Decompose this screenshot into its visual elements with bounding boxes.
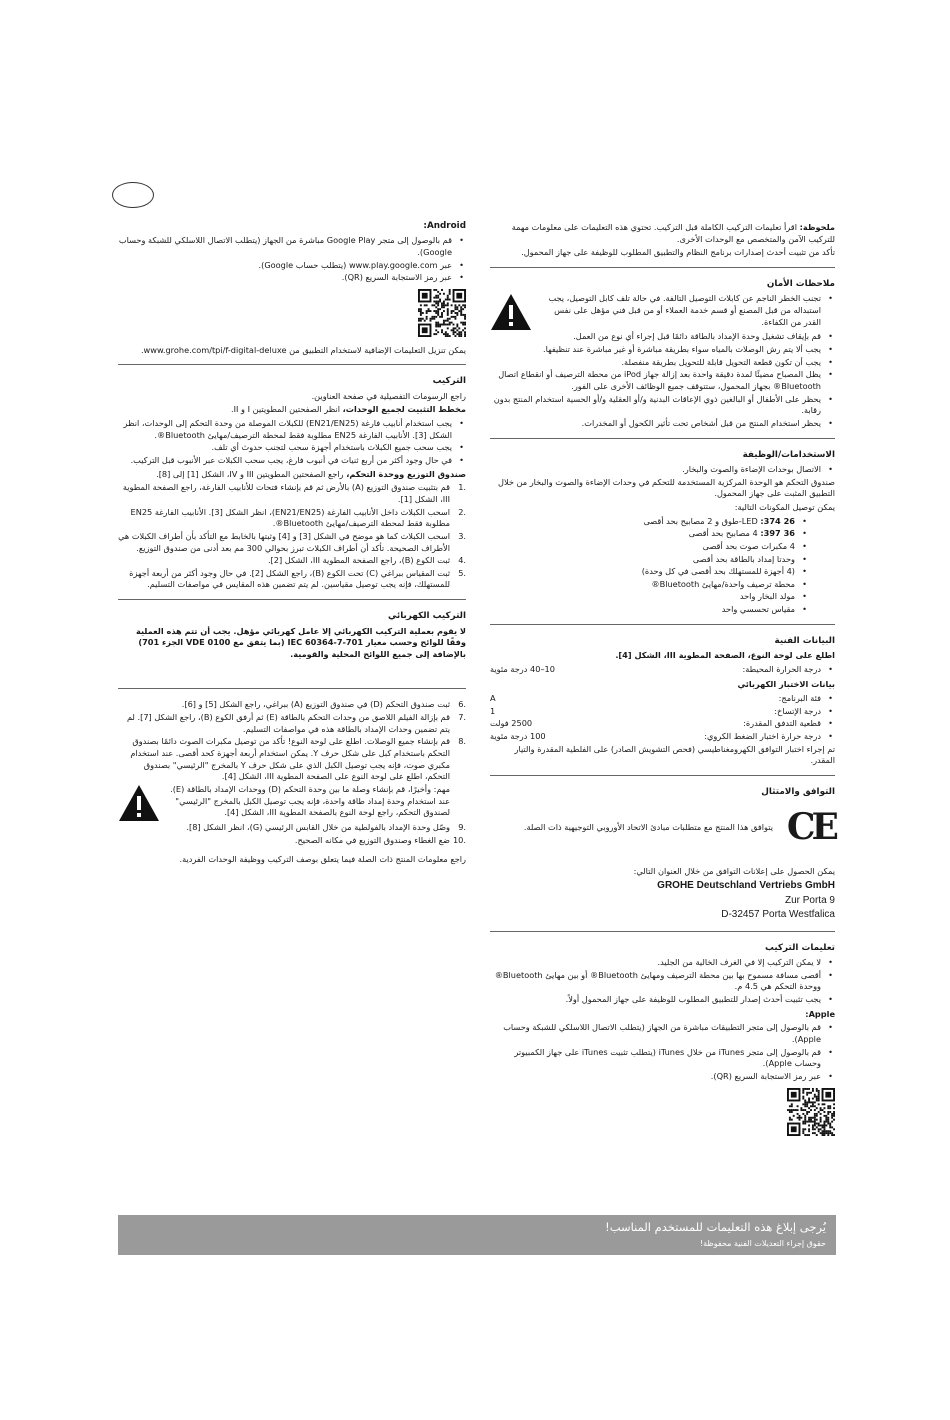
- approval-contact: يمكن الحصول على إعلانات التوافق من خلال العنوان التالي:: [633, 865, 835, 876]
- step-item: [118, 736, 466, 783]
- install-notes-title: تعليمات التركيب: [765, 942, 835, 953]
- step-item: [118, 555, 466, 567]
- elec-test-value: 2500 فولت: [490, 718, 533, 729]
- note-paragraph: ملحوظة: اقرأ تعليمات التركيب الكاملة قبل التركيب. تحتوي هذه التعليمات على معلومات مهمة للتركيب الآمن والمتخصص مع الوحدات الأخرى.: [511, 222, 835, 244]
- box-steps-list: [118, 482, 466, 591]
- cable-item: • في حال وجود أكثر من أربع ثنيات في أنبوب فارغ، يجب سحب الكبلات عبر الأنبوب قبل التركيب.: [118, 455, 452, 467]
- footer-line-1: يُرجى إبلاغ هذه التعليمات للمستخدم المناسب!: [605, 1220, 826, 1234]
- safety-warning-box: [490, 293, 835, 331]
- divider: [490, 267, 835, 268]
- component-item: [490, 604, 795, 616]
- cable-item: • يجب استخدام أنابيب فارغة (EN21/EN25) للكبلات الموصلة من وحدة التحكم إلى الوحدات، انظر الشكل [3]. الأنابيب الفارغة EN25 مطلوبة فقط لمحطة الترصيف/مهايئ Bluetooth®.: [118, 418, 452, 441]
- step-text: قم بإزالة الفيلم اللاصق من وحدات التحكم بالطاقة (E) ثم أرفق الكوع (B)، راجع الشكل [7]. لم يتم تضمين وحدات الإمداد بالطاقة هذه في مواصفات التسليم.: [126, 712, 450, 734]
- step-text: قم بتثبيت صندوق التوزيع (A) بالأرض ثم قم بإنشاء فتحات للأنابيب الفارغة، راجع الصفحة المطوية III، الشكل [1].: [122, 482, 450, 504]
- install-note-item: • أقصى مسافة مسموح بها بين محطة الترصيف ومهايئ Bluetooth® أو بين مهايئ Bluetooth® ووحدة التحكم هي 4.5 م.: [490, 970, 821, 993]
- step-text: اسحب الكبلات كما هو موضح في الشكل [3] و [4] وثبتها بالخابط مع التأكد بأن أطراف الكبلات هي الأطراف الصحيحة. تأكد أن أطراف الكبلات تبرز بحوالي 300 مم بعد أدنى من صندوق التوزيع.: [118, 530, 450, 553]
- safety-item: • يظل المصباح مضيئًا لمدة دقيقة واحدة بعد إزالة جهاز iPod من محطة الترصيف أو انقطاع اتصال Bluetooth® بجهاز المحمول، ستتوقف جميع الوظائف الأخرى على الفور.: [490, 369, 821, 392]
- android-list: [118, 235, 466, 284]
- components-list: [490, 516, 835, 616]
- elec-test-note: تم إجراء اختبار التوافق الكهرومغناطيسي (فحص التشويش الصادر) على الفلطية المقدرة والتيار المقدر.: [514, 743, 835, 766]
- divider: [490, 931, 835, 932]
- component-code: 26 374:: [760, 515, 795, 526]
- step-number: 8.: [458, 736, 466, 747]
- warning-triangle-icon: [118, 784, 160, 822]
- step-text: ثبت الكوع (B)، راجع الصفحة المطوية III، الشكل [2].: [267, 555, 450, 566]
- install-note-item: • يجب تثبيت أحدث إصدار للتطبيق المطلوب للوظيفة على جهاز المحمول أولاً.: [490, 994, 821, 1006]
- elec-test-row: [490, 706, 821, 718]
- divider: [490, 438, 835, 439]
- divider: [490, 624, 835, 625]
- elec-test-label: • فئة البرنامج:: [778, 693, 821, 704]
- component-text: 4 مصابيح بحد أقصى: [688, 528, 761, 539]
- elec-test-label: • درجة الإتساخ:: [774, 705, 821, 716]
- company-street: Zur Porta 9: [784, 894, 835, 906]
- elec-test-row: [490, 731, 821, 743]
- approval-title: التوافق والامتثال: [761, 786, 835, 797]
- electrical-steps-list: [118, 699, 466, 782]
- component-text: (4 أجهزة للمستهلك بحد أقصى في كل وحدة): [641, 566, 795, 577]
- footer-line-2: حقوق إجراء التعديلات الفنية محفوظة!: [699, 1239, 826, 1248]
- safety-item: • يجب ألا يتم رش الوصلات بالمياه سواء بطريقة مباشرة أو غير مباشرة عند تنظيفها.: [490, 344, 821, 356]
- usage-text: يمكن توصيل المكونات التالية:: [734, 501, 835, 512]
- elec-test-label: • درجة حرارة اختبار الضغط الكروي:: [704, 731, 821, 742]
- final-note: راجع معلومات المنتج ذات الصلة فيما يتعلق بوصف التركيب ووظيفة الوحدات الفردية.: [179, 854, 466, 865]
- step-text: ثبت المقياس ببراغي (C) تحت الكوع (B)، راجع الشكل [2]. في حال وجود أكثر من أربعة أجهزة للمستهلك، فإنه يجب توصيل مقياسين. لم يتم تضمين هذه المقايس في مواصفات التسليم.: [129, 567, 450, 590]
- electrical-warning: لا يقوم بعملية التركيب الكهربائي إلا عامل كهربائي مؤهل. يجب أن تتم هذه العملية وفقًا للوائح وحسب معيار IEC 60364-7-701 (بما يتفق مع VDE 0100 الجزء 701) بالإضافة إلى جميع اللوائح المحلية والقومية.: [136, 625, 466, 659]
- company-name: GROHE Deutschland Vertriebs GmbH: [657, 880, 835, 892]
- component-text: وحدتا إمداد بالطاقة بحد أقصى: [692, 553, 795, 564]
- elec-test-title: بيانات الاختبار الكهربائي: [737, 679, 835, 690]
- step-item: [118, 530, 466, 554]
- component-item: [490, 579, 795, 591]
- specs-note: اطلع على لوحة النوع، الصفحة المطوية III، الشكل [4].: [615, 650, 835, 661]
- safety-item: • قم بإيقاف تشغيل وحدة الإمداد بالطاقة دائمًا قبل إجراء أي نوع من العمل.: [490, 331, 821, 343]
- elec-test-row: [490, 693, 821, 705]
- installation-intro: راجع الرسومات التفصيلية في صفحة العناوين.: [311, 390, 466, 401]
- step-item: [118, 567, 466, 591]
- step-number: 6.: [458, 699, 466, 710]
- step-text: قم بإنشاء جميع الوصلات. اطلع على لوحة النوع! تأكد من توصيل مكبرات الصوت دائمًا بصندوق التحكم باستخدام كبل على شكل حرف Y. يمكن استخدام أربعة أجهزة كحد أقصى. عند استخدام مكبري صوت، فإنه يجب توصيل الكبل الذي على شكل حرف Y بالمخرج "الرئيسي" بصندوق التحكم، اطلع على لوحة النوع على الصفحة المطوية III، الشكل [4].: [130, 736, 450, 782]
- step-number: 4.: [458, 555, 466, 566]
- step-item: [118, 834, 466, 847]
- important-warning-box: [118, 784, 466, 822]
- step-text: وصّل وحدة الإمداد بالفولطية من خلال القابس الرئيسي (G)، انظر الشكل [8].: [186, 821, 450, 832]
- usage-item: • الاتصال بوحدات الإضاءة والصوت والبخار.: [490, 464, 821, 476]
- language-code-oval: [112, 182, 154, 208]
- step-number: 10.: [452, 834, 466, 845]
- footer-banner: [118, 1215, 836, 1255]
- divider: [490, 775, 835, 776]
- component-item: [490, 554, 795, 566]
- elec-test-list: [490, 693, 835, 743]
- company-city: D-32457 Porta Westfalica: [721, 909, 835, 921]
- right-column: [490, 222, 835, 1143]
- step-text: اسحب الكبلات داخل الأنابيب الفارغة (EN21/EN25)، انظر الشكل [3]. الأنابيب الفارغة EN25 مطلوبة فقط لمحطة الترصيف/مهايئ Bluetooth®.: [130, 506, 450, 529]
- safety-warning-text: • تجنب الخطر الناجم عن كابلات التوصيل التالفة. في حالة تلف كابل التوصيل، يجب استبداله من قبل المصنع أو قسم خدمة العملاء أو من قبل فني مؤهل على نفس القدر من الكفاءة.: [540, 293, 821, 328]
- important-text: مهم: وأخيرًا، قم بإنشاء وصلة ما بين وحدة التحكم (D) ووحدات الإمداد بالطاقة (E). عند استخدام وحدة إمداد طاقة واحدة، فإنه يجب توصيل الكبل بالمخرج "الرئيسي" لصندوق التحكم، راجع لوحة النوع بالصفحة المطوية III، الشكل [4].: [170, 783, 450, 818]
- apple-item: • عبر رمز الاستجابة السريع (QR).: [490, 1071, 821, 1083]
- install-note-item: • لا يمكن التركيب إلا في الغرف الخالية من الجليد.: [490, 957, 821, 969]
- apple-item: • قم بالوصول إلى متجر iTunes من خلال iTunes (يتطلب تثبيت iTunes على جهاز الكمبيوتر وحساب Apple).: [490, 1047, 821, 1070]
- safety-title: ملاحظات الأمان: [766, 278, 835, 289]
- component-text: مولد البخار واحد: [739, 591, 795, 602]
- box-paragraph: صندوق التوزيع ووحدة التحكم، راجع الصفحتين المطويتين III و IV، الشكل [1] إلى [8].: [156, 468, 466, 479]
- component-text: مقياس تحسسي واحد: [721, 604, 795, 615]
- divider: [118, 688, 466, 689]
- step-number: 9.: [458, 821, 466, 832]
- ce-mark: CE: [786, 806, 835, 849]
- install-notes-list: [490, 957, 835, 1006]
- component-item: [490, 516, 795, 528]
- step-item: [118, 699, 466, 711]
- step-item: [118, 506, 466, 530]
- step-text: ثبت صندوق التحكم (D) في صندوق التوزيع (A) ببراغي، راجع الشكل [5] و [6].: [181, 699, 450, 710]
- android-item: • عبر www.play.google.com (يتطلب حساب Google).: [118, 260, 452, 272]
- elec-test-value: 100 درجة مئوية: [490, 731, 546, 742]
- step-item: [118, 821, 466, 834]
- installation-title: التركيب: [432, 376, 466, 387]
- component-text: LED-طوق و 2 مصابيح بحد أقصى: [643, 515, 761, 526]
- note-paragraph-2: تأكد من تثبيت أحدث إصدارات برنامج النظام والتطبيق المطلوب للوظيفة على جهاز المحمول.: [521, 247, 835, 258]
- divider: [118, 364, 466, 365]
- electrical-title: التركيب الكهربائي: [388, 611, 466, 622]
- cable-list: [118, 418, 466, 467]
- step-text: ضع الغطاء وصندوق التوزيع في مكانه الصحيح.: [294, 834, 450, 845]
- android-item: • قم بالوصول إلى متجر Google Play مباشرة من الجهاز (يتطلب الاتصال اللاسلكي للشبكة وحساب Google).: [118, 235, 452, 258]
- component-code: 36 397:: [760, 528, 795, 539]
- qr-code-icon: [787, 1088, 835, 1136]
- warning-triangle-icon: [490, 293, 532, 331]
- safety-item: • يجب أن تكون قطعة التحويل قابلة للتحويل بطريقة منفصلة.: [490, 357, 821, 369]
- qr-code-icon: [418, 289, 466, 337]
- android-title: Android:: [423, 221, 466, 231]
- approval-text: يتوافق هذا المنتج مع متطلبات مبادئ الاتحاد الأوروبي التوجيهية ذات الصلة.: [523, 822, 773, 833]
- divider: [118, 599, 466, 600]
- apple-list: [490, 1022, 835, 1082]
- component-text: 4 مكبرات صوت بحد أقصى: [702, 540, 795, 551]
- component-item: [490, 541, 795, 553]
- step-number: 1.: [458, 482, 466, 493]
- electrical-steps-list-2: [118, 822, 466, 846]
- component-item: [490, 591, 795, 603]
- step-number: 5.: [458, 567, 466, 578]
- download-note: يمكن تنزيل التعليمات الإضافية لاستخدام التطبيق من www.grohe.com/tpi/f-digital-deluxe.: [140, 344, 466, 355]
- step-number: 3.: [458, 530, 466, 541]
- apple-item: • قم بالوصول إلى متجر التطبيقات مباشرة من الجهاز (يتطلب الاتصال اللاسلكي للشبكة وحساب Apple).: [490, 1022, 821, 1045]
- component-text: محطة ترصيف واحدة/مهايئ Bluetooth®: [651, 578, 795, 589]
- usage-text: صندوق التحكم هو الوحدة المركزية المستخدمة للتحكم في وحدات الإضاءة والصوت والبخار من خلال التطبيق المثبت على جهاز المحمول.: [498, 476, 835, 499]
- ambient-temp-row: • درجة الحرارة المحيطة: 10–40 درجة مئوية: [490, 664, 821, 676]
- elec-test-row: [490, 718, 821, 730]
- specs-title: البيانات الفنية: [774, 635, 835, 646]
- step-number: 7.: [458, 712, 466, 723]
- component-item: [490, 566, 795, 578]
- elec-test-value: 1: [490, 705, 496, 716]
- company-address: [490, 879, 835, 923]
- usage-title: الاستخدامات/الوظيفة: [742, 449, 835, 460]
- step-number: 2.: [458, 506, 466, 517]
- left-column: [118, 218, 466, 868]
- safety-list: [490, 331, 835, 429]
- plan-paragraph: مخطط التثبيت لجميع الوحدات، انظر الصفحتين المطويتين I و II.: [231, 404, 466, 415]
- safety-item: • يحظر استخدام المنتج من قبل أشخاص تحت تأثير الكحول أو المخدرات.: [490, 418, 821, 430]
- elec-test-value: A: [490, 693, 496, 704]
- android-item: • عبر رمز الاستجابة السريع (QR).: [118, 272, 452, 284]
- ce-row: [490, 802, 835, 853]
- step-item: [118, 482, 466, 505]
- component-item: [490, 528, 795, 540]
- safety-item: • يحظر على الأطفال أو البالغين ذوي الإعاقات البدنية و/أو العقلية و/أو الحسية استخدام المنتج بدون رقابة.: [490, 394, 821, 417]
- step-item: [118, 712, 466, 735]
- apple-title: Apple:: [805, 1008, 835, 1019]
- cable-item: • يجب سحب جميع الكبلات باستخدام أجهزة سحب لتجنب حدوث أي تلف.: [118, 442, 452, 454]
- elec-test-label: • قطعية التدفق المقدرة:: [743, 718, 821, 729]
